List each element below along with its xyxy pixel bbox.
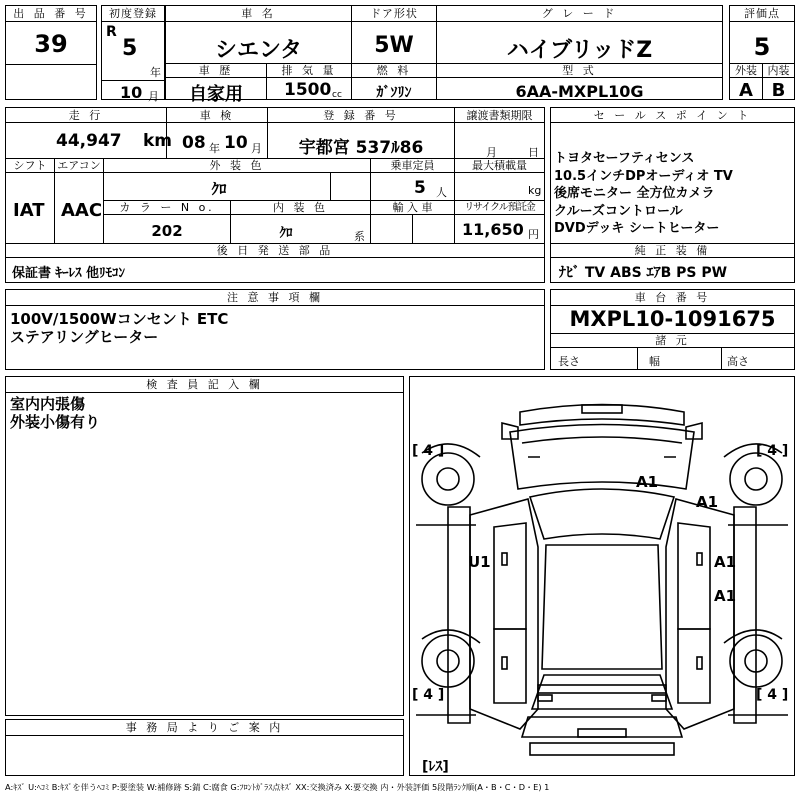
int-color-label: 内 装 色 xyxy=(231,200,370,215)
interior-label: 内装 xyxy=(763,63,794,78)
model-code: 6AA-MXPL10G xyxy=(515,82,644,101)
recycle-unit: 円 xyxy=(528,228,539,241)
color-number: 202 xyxy=(151,222,183,240)
insp-year: 08 xyxy=(182,133,206,153)
transfer-label: 譲渡書類期限 xyxy=(455,108,544,123)
grade-label: グ レ ー ド xyxy=(437,6,722,22)
sales-line: 後席モニター 全方位カメラ xyxy=(554,186,715,201)
transfer-day-unit: 日 xyxy=(528,146,539,159)
recycle-label: リサイクル預託金 xyxy=(455,200,544,215)
door-type: 5W xyxy=(374,33,414,58)
capacity-label: 乗車定員 xyxy=(371,158,454,173)
damage-mark: U1 xyxy=(468,553,491,571)
vehicle-info-box xyxy=(165,5,723,105)
insp-year-unit: 年 xyxy=(209,142,220,155)
capacity-unit: 人 xyxy=(436,186,447,199)
model-label: 型 式 xyxy=(437,63,722,78)
tire-tread-front-left: [ 4 ] xyxy=(412,443,445,459)
transfer-month-unit: 月 xyxy=(486,146,497,159)
interior-grade: B xyxy=(771,80,786,101)
damage-mark: A1 xyxy=(696,493,719,511)
exterior-label: 外装 xyxy=(730,63,762,78)
sales-line: DVDデッキ シートヒーター xyxy=(554,221,720,236)
displacement-label: 排 気 量 xyxy=(267,63,351,78)
score-label: 評価点 xyxy=(730,6,794,22)
lot-number: 39 xyxy=(34,30,68,58)
capacity: 5 xyxy=(414,178,426,198)
aircon: AAC xyxy=(61,200,103,221)
grade: ハイブリッドZ xyxy=(506,38,653,63)
sales-point-lines xyxy=(554,150,733,238)
int-color: ｸﾛ xyxy=(279,226,293,241)
insp-month-unit: 月 xyxy=(251,142,262,155)
genuine-equipment: ﾅﾋﾞ TV ABS ｴｱB PS PW xyxy=(559,265,728,281)
note-line: ステアリングヒーター xyxy=(10,328,159,346)
exterior-grade: A xyxy=(739,80,753,101)
tire-tread-rear-left: [ 4 ] xyxy=(412,687,445,703)
first-reg-label: 初度登録 xyxy=(102,6,164,22)
office-box xyxy=(5,719,404,776)
score: 5 xyxy=(753,33,771,61)
inspector-line: 室内内張傷 xyxy=(10,395,86,413)
import-label: 輸 入 車 xyxy=(371,200,454,215)
insp-month: 10 xyxy=(224,133,248,153)
inspection-label: 車 検 xyxy=(167,108,267,123)
reg-month: 10 xyxy=(120,83,143,102)
later-parts-label: 後 日 発 送 部 品 xyxy=(6,243,544,258)
fuel-label: 燃 料 xyxy=(352,63,436,78)
sales-point-label: セ ー ル ス ポ イ ン ト xyxy=(551,108,794,123)
first-registration-box xyxy=(101,5,165,103)
reg-month-unit: 月 xyxy=(148,90,159,103)
genuine-equipment-label: 純 正 装 備 xyxy=(551,243,794,258)
color-no-label: カ ラ ー N o. xyxy=(104,200,230,215)
note-line: 100V/1500Wコンセント ETC xyxy=(10,310,229,328)
era: R xyxy=(106,24,117,40)
reg-number: 宇都宮 537ﾙ86 xyxy=(298,138,424,158)
lot-box xyxy=(5,5,97,100)
fuel: ｶﾞｿﾘﾝ xyxy=(376,85,412,101)
width-label: 幅 xyxy=(649,355,660,368)
damage-mark: A1 xyxy=(714,587,737,605)
length-label: 長さ xyxy=(558,355,580,368)
notes-box xyxy=(5,289,545,370)
car-name: シエンタ xyxy=(214,38,303,63)
chassis-label: 車 台 番 号 xyxy=(551,290,794,306)
mileage-label: 走 行 xyxy=(6,108,166,123)
notes-lines xyxy=(10,310,228,346)
spare-tire-status: [ﾚｽ] xyxy=(422,759,449,775)
tire-tread-front-right: [ 4 ] xyxy=(756,443,789,459)
score-box xyxy=(729,5,795,100)
sales-line: クルーズコントロール xyxy=(554,203,683,219)
inspector-box xyxy=(5,376,404,716)
door-label: ドア形状 xyxy=(352,6,436,22)
office-label: 事 務 局 よ り ご 案 内 xyxy=(6,720,403,736)
damage-mark: A1 xyxy=(636,473,659,491)
inspector-line: 外装小傷有り xyxy=(10,413,101,431)
chassis-number: MXPL10-1091675 xyxy=(569,307,776,331)
reg-year: 5 xyxy=(122,36,138,61)
later-parts: 保証書 ｷｰﾚｽ 他ﾘﾓｺﾝ xyxy=(12,266,126,281)
notes-label: 注 意 事 項 欄 xyxy=(6,290,544,306)
car-diagram xyxy=(410,377,794,775)
history: 自家用 xyxy=(189,84,243,105)
legend: A:ｷｽﾞ U:ﾍｺﾐ B:ｷｽﾞを伴うﾍｺﾐ P:要塗装 W:補修跡 S:錆 C:腐食 G:ﾌﾛﾝﾄｶﾞﾗｽ点ｷｽﾞ XX:交換済み X:要交換 内・外装評価 5段階ﾗﾝｸ順(A・B・C・D・E) 1 xyxy=(5,782,550,792)
car-diagram-box xyxy=(409,376,795,776)
max-load-unit: kg xyxy=(528,184,542,197)
height-label: 高さ xyxy=(727,355,749,368)
displacement: 1500 xyxy=(284,80,332,100)
recycle-deposit: 11,650 xyxy=(462,220,524,239)
damage-mark: A1 xyxy=(714,553,737,571)
details-box xyxy=(5,107,545,283)
shift: IAT xyxy=(13,200,45,221)
tire-tread-rear-right: [ 4 ] xyxy=(756,687,789,703)
int-color-unit: 系 xyxy=(354,230,365,243)
reg-no-label: 登 録 番 号 xyxy=(268,108,454,123)
ext-color-label: 外 装 色 xyxy=(104,158,370,173)
ext-color: ｸﾛ xyxy=(211,180,227,198)
inspector-label: 検 査 員 記 入 欄 xyxy=(6,377,403,393)
shift-label: シフト xyxy=(6,158,54,173)
mileage-unit: km xyxy=(143,131,173,151)
sales-line: 10.5インチDPオーディオ TV xyxy=(554,168,733,184)
history-label: 車 歴 xyxy=(166,63,266,78)
spec-label: 諸 元 xyxy=(551,333,794,348)
displacement-unit: cc xyxy=(332,90,342,100)
car-name-label: 車 名 xyxy=(166,6,351,22)
aircon-label: エアコン xyxy=(55,158,103,173)
lot-label: 出 品 番 号 xyxy=(6,6,96,22)
max-load-label: 最大積載量 xyxy=(455,158,544,173)
sales-line: トヨタセーフティセンス xyxy=(554,151,695,166)
reg-year-unit: 年 xyxy=(150,66,161,79)
mileage: 44,947 xyxy=(56,131,122,151)
inspector-lines xyxy=(10,395,100,431)
sales-point-box xyxy=(550,107,795,283)
chassis-box xyxy=(550,289,795,370)
